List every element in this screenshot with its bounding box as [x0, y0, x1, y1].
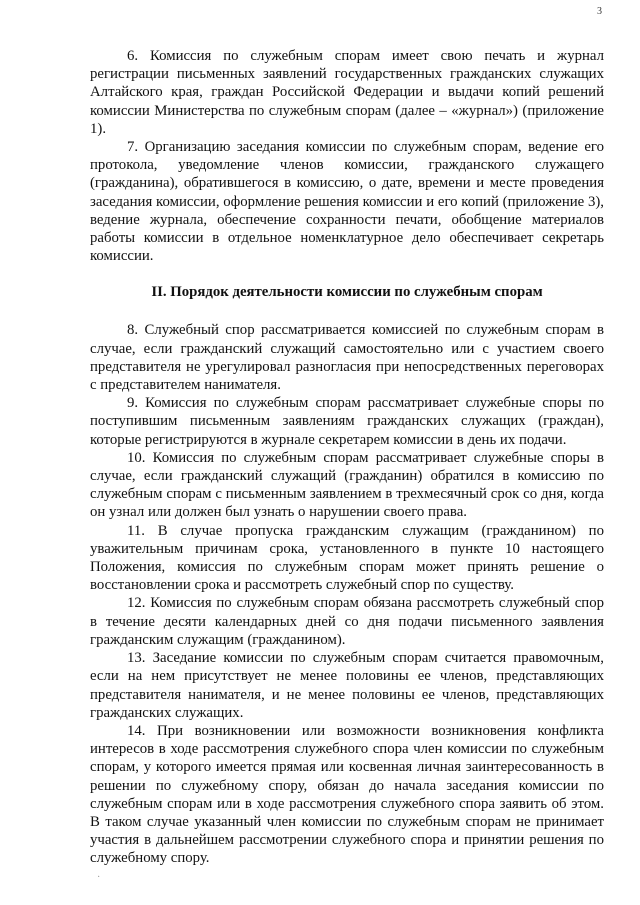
- paragraph-14: 14. При возникновении или возможности возникновения конфликта интересов в ходе рассмотрения служебного спора член комиссии по служебным спорам, у которого имеется прямая или косвенная личная заинтересованность в решении по служебному спору, обязан до начала заседания комиссии по служебным спорам или в ходе рассмотрения служебного спора заявить об этом. В таком случае указанный член комиссии по служебным спорам не принимает участия в дальнейшем рассмотрении служебного спора и принятии решения по служебному спору.: [90, 722, 604, 867]
- page-number: 3: [597, 6, 602, 17]
- paragraph-6: 6. Комиссия по служебным спорам имеет свою печать и журнал регистрации письменных заявлений государственных гражданских служащих Алтайского края, граждан Российской Федерации и выдачи копий решений комиссии Министерства по служебным спорам (далее – «журнал») (приложение 1).: [90, 48, 604, 137]
- document-body: [90, 47, 604, 868]
- scan-speck: ·: [97, 872, 101, 883]
- paragraph-12: 12. Комиссия по служебным спорам обязана рассмотреть служебный спор в течение десяти календарных дней со дня подачи письменного заявления гражданским служащим (гражданином).: [90, 595, 604, 648]
- section-heading: II. Порядок деятельности комиссии по служебным спорам: [151, 284, 543, 301]
- paragraph-8: 8. Служебный спор рассматривается комиссией по служебным спорам в случае, если гражданский служащий самостоятельно или с участием своего представителя не урегулировал разногласия при непосредственных переговорах с представителем нанимателя.: [90, 322, 604, 394]
- paragraph-13: 13. Заседание комиссии по служебным спорам считается правомочным, если на нем присутствует не менее половины ее членов, представляющих представителя нанимателя, и не менее половины ее членов, представляющих гражданских служащих.: [90, 650, 604, 721]
- paragraph-9: 9. Комиссия по служебным спорам рассматривает служебные споры по поступившим письменным заявлениям гражданских служащих (граждан), которые регистрируются в журнале секретарем комиссии в день их подачи.: [90, 395, 604, 448]
- paragraph-10: 10. Комиссия по служебным спорам рассматривает служебные споры в случае, если гражданский служащий (гражданин) обратился в комиссию по служебным спорам с письменным заявлением в трехмесячный срок со дня, когда он узнал или должен был узнать о нарушении своего права.: [90, 449, 604, 521]
- paragraph-7: 7. Организацию заседания комиссии по служебным спорам, ведение его протокола, уведомление членов комиссии, гражданского служащего (гражданина), обратившегося в комиссию, о дате, времени и месте проведения заседания комиссии, оформление решения комиссии и его копий (приложение 3), ведение журнала, обеспечение сохранности печати, обобщение материалов работы комиссии в отдельное номенклатурное дело обеспечивает секретарь комиссии.: [90, 139, 604, 265]
- paragraph-11: 11. В случае пропуска гражданским служащим (гражданином) по уважительным причинам срока, установленного в пункте 10 настоящего Положения, комиссия по служебным спорам может принять решение о восстановлении срока и рассмотреть служебный спор по существу.: [90, 522, 604, 594]
